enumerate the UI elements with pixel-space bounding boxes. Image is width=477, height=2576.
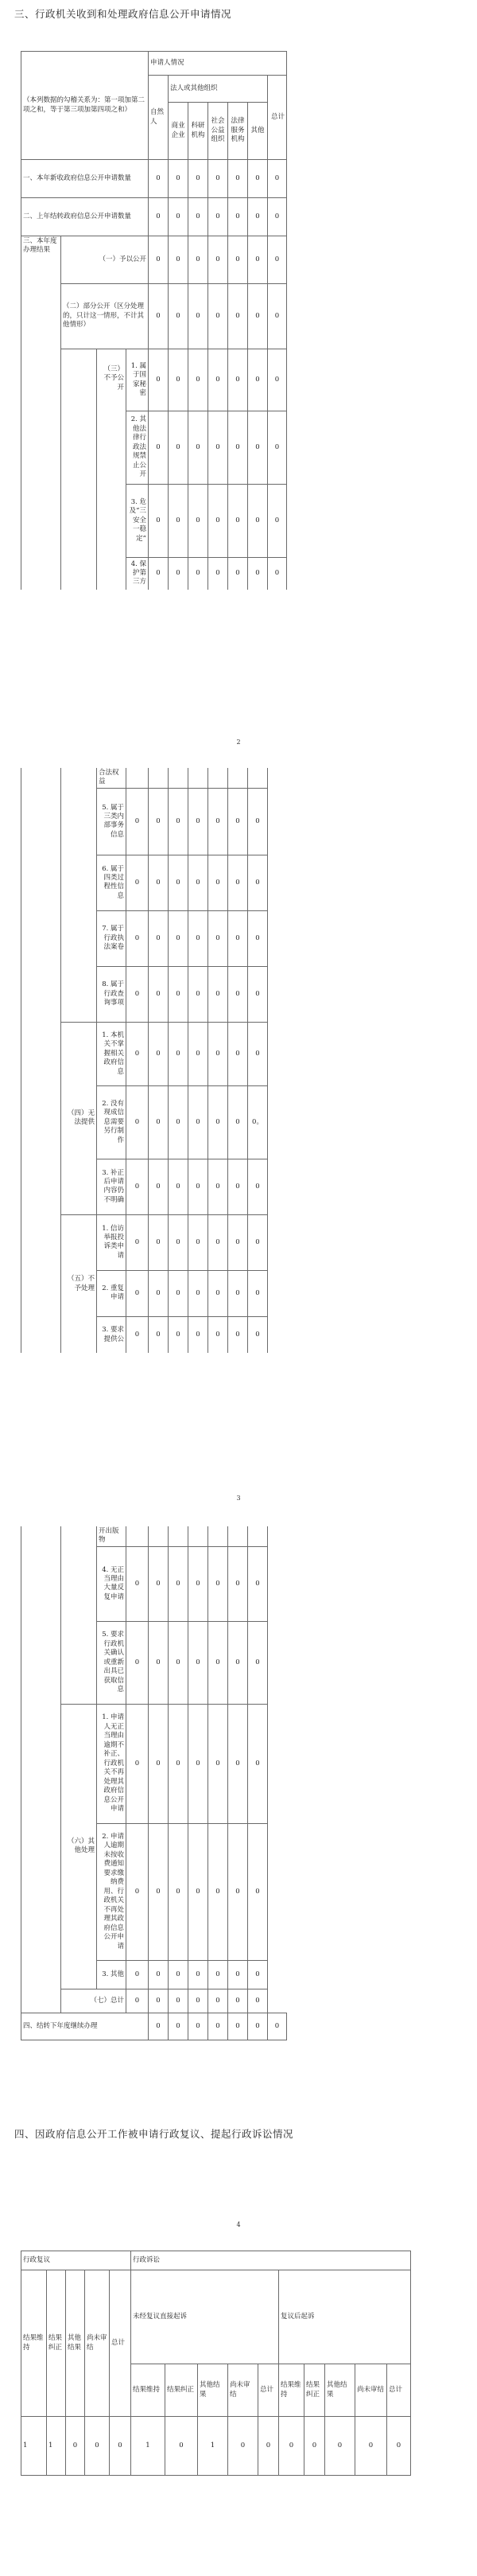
cell-value: 0 [228, 284, 248, 349]
cell-value: 0 [169, 1989, 188, 2013]
cell-value: 0 [208, 284, 228, 349]
cell-value: 0 [208, 1316, 228, 1353]
cell-value: 0 [268, 349, 287, 411]
cell-value: 0 [248, 1316, 268, 1353]
row-label: （四）无法提供 [61, 1022, 97, 1214]
cell-value: 0 [126, 1621, 149, 1704]
cell-value: 0 [188, 788, 208, 855]
cell-value [208, 1526, 228, 1546]
cell-value: 0 [188, 1022, 208, 1085]
sub-header-research: 科研机构 [188, 103, 208, 160]
cell-value: 0 [208, 1022, 228, 1085]
row-label [61, 349, 97, 590]
cell-value: 0 [188, 2013, 208, 2040]
cell-value: 0 [169, 198, 188, 236]
cell-value [188, 768, 208, 788]
col-header: 总计 [110, 2270, 131, 2417]
row-label: 4. 无正当理由大量反复申请 [97, 1546, 126, 1621]
table-row [21, 2013, 287, 2040]
cell-value: 0 [268, 411, 287, 485]
row-label: （三）不予公开 [97, 349, 126, 590]
sub-header-public-welfare: 社会公益组织 [208, 103, 228, 160]
cell-value: 0 [85, 2417, 110, 2476]
applicant-header: 申请人情况 [149, 52, 287, 76]
col-header: 尚未审结 [85, 2270, 110, 2417]
cell-value: 0 [149, 1022, 169, 1085]
cell-value: 0 [248, 1989, 268, 2013]
cell-value: 0 [248, 788, 268, 855]
cell-value [149, 1526, 169, 1546]
applications-table-part1 [21, 51, 287, 590]
cell-value: 0 [188, 1214, 208, 1270]
cell-value: 0 [208, 198, 228, 236]
cell-value: 0 [149, 1316, 169, 1353]
cell-value: 0 [228, 2013, 248, 2040]
row-label: 3. 其他 [97, 1960, 126, 1989]
cell-value: 0 [126, 1270, 149, 1316]
cell-value: 0 [228, 788, 248, 855]
cell-value: 1 [47, 2417, 66, 2476]
cell-value: 0 [228, 1989, 248, 2013]
cell-value: 0 [188, 1704, 208, 1823]
cell-value: 0 [126, 1316, 149, 1353]
cell-value: 0 [169, 910, 188, 966]
cell-value: 0 [126, 1823, 149, 1960]
cell-value: 0 [126, 1546, 149, 1621]
cell-value: 0 [248, 910, 268, 966]
cell-value: 0 [228, 1214, 248, 1270]
cell-value: 0 [188, 349, 208, 411]
cell-value: 0 [228, 485, 248, 558]
cell-value: 0 [208, 1546, 228, 1621]
no-review-header: 未经复议直接起诉 [131, 2270, 279, 2364]
cell-value: 0 [268, 198, 287, 236]
cell-value: 0 [208, 485, 228, 558]
cell-value: 0 [149, 558, 169, 590]
cell-value: 0 [228, 411, 248, 485]
cell-value: 0 [126, 1960, 149, 1989]
row-label: 2. 没有现成信息需要另行制作 [97, 1085, 126, 1159]
col-header: 其他结果 [66, 2270, 85, 2417]
cell-value: 0 [208, 1960, 228, 1989]
row-label: 7. 属于行政执法案卷 [97, 910, 126, 966]
row-label: （二）部分公开（区分处理的，只计这一情形，不计其他情形） [61, 284, 149, 349]
row-label: （六）其他处理 [61, 1704, 97, 1989]
cell-value: 0 [228, 558, 248, 590]
cell-value: 0 [188, 910, 208, 966]
cell-value: 0 [169, 1085, 188, 1159]
cell-value: 0 [169, 1823, 188, 1960]
col-header: 结果维持 [131, 2364, 165, 2417]
cell-value: 0 [228, 855, 248, 910]
review-header: 行政复议 [21, 2251, 131, 2270]
litigation-header: 行政诉讼 [131, 2251, 411, 2270]
total-header: 总计 [268, 76, 287, 160]
cell-value: 0 [149, 411, 169, 485]
cell-value: 0 [169, 411, 188, 485]
cell-value: 0 [228, 1270, 248, 1316]
cell-value: 0 [188, 1823, 208, 1960]
cell-value: 0 [126, 1085, 149, 1159]
cell-value: 0 [228, 236, 248, 284]
cell-value: 0 [169, 558, 188, 590]
cell-value: 0 [188, 1960, 208, 1989]
row-label [61, 768, 97, 1022]
cell-value: 0 [110, 2417, 131, 2476]
cell-value: 0 [248, 966, 268, 1022]
cell-value: 0 [169, 284, 188, 349]
table-row [21, 198, 287, 236]
cell-value: 0 [126, 1989, 149, 2013]
cell-value: 0 [169, 485, 188, 558]
col-header: 尚未审结 [355, 2364, 387, 2417]
cell-value: 0 [228, 198, 248, 236]
cell-value: 0 [248, 1214, 268, 1270]
cell-value [208, 768, 228, 788]
cell-value: 0 [169, 1704, 188, 1823]
cell-value: 0 [66, 2417, 85, 2476]
cell-value: 0 [169, 1621, 188, 1704]
cell-value: 0 [188, 236, 208, 284]
col-header: 尚未审结 [228, 2364, 258, 2417]
cell-value [126, 768, 149, 788]
cell-value: 0 [228, 1823, 248, 1960]
sub-header-other: 其他 [248, 103, 268, 160]
cell-value: 1 [21, 2417, 47, 2476]
cell-value: 0 [248, 1704, 268, 1823]
cell-value: 0 [268, 236, 287, 284]
cell-value: 0 [208, 558, 228, 590]
cell-value: 0 [248, 1270, 268, 1316]
cell-value: 1 [131, 2417, 165, 2476]
cell-value: 0 [169, 1159, 188, 1214]
consistency-note: （本列数据的勾稽关系为：第一项加第二项之和，等于第三项加第四项之和） [21, 52, 149, 160]
cell-value: 0 [228, 2417, 258, 2476]
review-litigation-table [21, 2251, 411, 2476]
row-label: 一、本年新收政府信息公开申请数量 [21, 160, 149, 198]
cell-value: 0 [248, 1960, 268, 1989]
cell-value [126, 1526, 149, 1546]
cell-value: 0 [208, 236, 228, 284]
row-label: 6. 属于四类过程性信息 [97, 855, 126, 910]
table-row [21, 1022, 287, 1085]
cell-value: 0 [248, 160, 268, 198]
cell-value: 0 [126, 966, 149, 1022]
cell-value: 0 [169, 349, 188, 411]
cell-value: 0 [228, 1316, 248, 1353]
cell-value: 0 [248, 1022, 268, 1085]
row-label: 3. 要求提供公 [97, 1316, 126, 1353]
cell-value: 0 [248, 558, 268, 590]
row-label: （一）予以公开 [61, 236, 149, 284]
cell-value: 0 [188, 1546, 208, 1621]
cell-value: 0 [228, 1159, 248, 1214]
col-header: 结果纠正 [304, 2364, 325, 2417]
cell-value: 0 [126, 1214, 149, 1270]
cell-value: 0 [228, 160, 248, 198]
cell-value: 0 [228, 1546, 248, 1621]
cell-value: 0 [268, 160, 287, 198]
cell-value [169, 1526, 188, 1546]
cell-value: 0 [188, 1989, 208, 2013]
row-label [61, 1526, 97, 1704]
cell-value: 0 [228, 966, 248, 1022]
cell-value: 0 [149, 1960, 169, 1989]
cell-value: 0 [169, 1214, 188, 1270]
cell-value: 0 [149, 1270, 169, 1316]
cell-value: 0 [169, 2013, 188, 2040]
cell-value: 0 [268, 284, 287, 349]
row-label: 2. 申请人逾期未按收费通知要求缴纳费用、行政机关不再处理其政府信息公开申请 [97, 1823, 126, 1960]
cell-value: 0 [149, 2013, 169, 2040]
cell-value: 0 [208, 1270, 228, 1316]
cell-value: 0。 [248, 1085, 268, 1159]
table-row [21, 1526, 287, 1546]
cell-value: 0 [149, 1085, 169, 1159]
cell-value: 0 [355, 2417, 387, 2476]
cell-value: 0 [149, 1214, 169, 1270]
cell-value [248, 768, 268, 788]
legal-entity-header: 法人或其他组织 [169, 76, 268, 103]
row-label: 8. 属于行政查询事项 [97, 966, 126, 1022]
col-header: 结果纠正 [165, 2364, 198, 2417]
cell-value: 0 [248, 198, 268, 236]
cell-value: 0 [208, 160, 228, 198]
row-label: 开出版物 [97, 1526, 126, 1546]
page-number: 4 [236, 2221, 241, 2228]
cell-value: 0 [279, 2417, 304, 2476]
cell-value: 0 [169, 1960, 188, 1989]
cell-value: 0 [126, 1022, 149, 1085]
cell-value: 0 [149, 284, 169, 349]
cell-value: 0 [228, 1960, 248, 1989]
cell-value: 0 [126, 855, 149, 910]
cell-value: 0 [169, 966, 188, 1022]
cell-value: 0 [149, 855, 169, 910]
row-label: 1. 申请人无正当理由逾期不补正、行政机关不再处理其政府信息公开申请 [97, 1704, 126, 1823]
cell-value: 0 [126, 1704, 149, 1823]
cell-value: 0 [228, 1022, 248, 1085]
cell-value: 0 [248, 2013, 268, 2040]
row-label [21, 1526, 61, 2013]
cell-value: 0 [208, 1214, 228, 1270]
natural-person-header: 自然人 [149, 76, 169, 160]
row-label: 三、本年度办理结果 [21, 236, 61, 590]
cell-value: 0 [208, 1621, 228, 1704]
cell-value: 0 [228, 1621, 248, 1704]
row-label: 1. 信访举报投诉类申请 [97, 1214, 126, 1270]
cell-value: 0 [248, 284, 268, 349]
cell-value: 0 [149, 1704, 169, 1823]
cell-value: 0 [149, 160, 169, 198]
cell-value: 0 [149, 198, 169, 236]
cell-value: 0 [188, 411, 208, 485]
cell-value: 0 [248, 1546, 268, 1621]
applications-table-part3 [21, 1526, 287, 2040]
cell-value [228, 768, 248, 788]
row-label: 四、结转下年度继续办理 [21, 2013, 149, 2040]
after-review-header: 复议后起诉 [279, 2270, 411, 2364]
cell-value: 0 [268, 2013, 287, 2040]
cell-value: 0 [188, 1621, 208, 1704]
row-label: 5. 要求行政机关确认或重新出具已获取信息 [97, 1621, 126, 1704]
cell-value: 0 [208, 788, 228, 855]
section4-title: 四、因政府信息公开工作被申请行政复议、提起行政诉讼情况 [14, 2128, 294, 2140]
cell-value: 0 [208, 1989, 228, 2013]
cell-value: 0 [149, 1546, 169, 1621]
cell-value: 1 [198, 2417, 228, 2476]
cell-value: 0 [208, 411, 228, 485]
cell-value: 0 [248, 855, 268, 910]
cell-value: 0 [208, 349, 228, 411]
row-label: 1. 本机关不掌握相关政府信息 [97, 1022, 126, 1085]
cell-value: 0 [149, 236, 169, 284]
cell-value: 0 [208, 1704, 228, 1823]
cell-value: 0 [188, 1159, 208, 1214]
cell-value: 0 [188, 558, 208, 590]
table-row [21, 284, 287, 349]
cell-value: 0 [169, 855, 188, 910]
cell-value: 0 [248, 485, 268, 558]
cell-value [188, 1526, 208, 1546]
row-label: 3. 补正后申请内容仍不明确 [97, 1159, 126, 1214]
cell-value: 0 [169, 1270, 188, 1316]
col-header: 结果维持 [279, 2364, 304, 2417]
cell-value: 0 [169, 1316, 188, 1353]
cell-value: 0 [228, 1085, 248, 1159]
cell-value: 0 [149, 1989, 169, 2013]
cell-value: 0 [268, 558, 287, 590]
section3-title: 三、行政机关收到和处理政府信息公开申请情况 [14, 8, 232, 20]
cell-value: 0 [126, 910, 149, 966]
row-label: 二、上年结转政府信息公开申请数量 [21, 198, 149, 236]
cell-value [248, 1526, 268, 1546]
cell-value: 0 [268, 485, 287, 558]
cell-value: 0 [248, 349, 268, 411]
cell-value: 0 [169, 160, 188, 198]
cell-value: 0 [248, 1159, 268, 1214]
cell-value: 0 [228, 910, 248, 966]
cell-value: 0 [208, 1159, 228, 1214]
sub-header-business: 商业企业 [169, 103, 188, 160]
cell-value: 0 [208, 1823, 228, 1960]
page-number: 2 [236, 739, 241, 746]
cell-value: 0 [149, 485, 169, 558]
cell-value: 0 [149, 910, 169, 966]
row-label [21, 768, 61, 1353]
cell-value: 0 [325, 2417, 355, 2476]
cell-value: 0 [248, 1823, 268, 1960]
table-row [21, 2417, 411, 2476]
cell-value: 0 [169, 1546, 188, 1621]
col-header: 结果维持 [21, 2270, 47, 2417]
cell-value: 0 [188, 1270, 208, 1316]
table-row [21, 1989, 287, 2013]
row-label: 4. 保护第三方 [126, 558, 149, 590]
table-row [21, 236, 287, 284]
row-label: 5. 属于三类内部事务信息 [97, 788, 126, 855]
cell-value: 0 [188, 284, 208, 349]
row-label: 1. 属于国家秘密 [126, 349, 149, 411]
cell-value: 0 [149, 1159, 169, 1214]
row-label: （七）总计 [61, 1989, 126, 2013]
cell-value: 0 [165, 2417, 198, 2476]
page-number: 3 [236, 1495, 241, 1502]
row-label: 2. 重复申请 [97, 1270, 126, 1316]
cell-value: 0 [188, 1085, 208, 1159]
cell-value: 0 [188, 485, 208, 558]
cell-value: 0 [248, 1621, 268, 1704]
table-row [21, 160, 287, 198]
col-header: 总计 [258, 2364, 279, 2417]
cell-value: 0 [248, 236, 268, 284]
cell-value: 0 [149, 1823, 169, 1960]
cell-value: 0 [126, 788, 149, 855]
table-row [21, 768, 287, 788]
cell-value: 0 [304, 2417, 325, 2476]
cell-value [149, 768, 169, 788]
col-header: 其他结果 [325, 2364, 355, 2417]
table-row [21, 1704, 287, 1823]
cell-value: 0 [149, 966, 169, 1022]
table-row [21, 349, 287, 411]
cell-value: 0 [228, 349, 248, 411]
cell-value [228, 1526, 248, 1546]
cell-value: 0 [149, 1621, 169, 1704]
cell-value: 0 [208, 2013, 228, 2040]
cell-value: 0 [228, 1704, 248, 1823]
cell-value: 0 [169, 788, 188, 855]
row-label: 3. 危及“三安全一稳定” [126, 485, 149, 558]
cell-value: 0 [188, 198, 208, 236]
cell-value: 0 [208, 855, 228, 910]
cell-value: 0 [387, 2417, 411, 2476]
cell-value: 0 [248, 411, 268, 485]
cell-value: 0 [149, 788, 169, 855]
applications-table-part2 [21, 768, 287, 1353]
cell-value: 0 [208, 1085, 228, 1159]
cell-value [169, 768, 188, 788]
cell-value: 0 [188, 1316, 208, 1353]
cell-value: 0 [208, 966, 228, 1022]
row-label: （五）不予处理 [61, 1214, 97, 1353]
row-label: 合法权益 [97, 768, 126, 788]
col-header: 结果纠正 [47, 2270, 66, 2417]
cell-value: 0 [126, 1159, 149, 1214]
col-header: 总计 [387, 2364, 411, 2417]
row-label: 2. 其他法律行政法规禁止公开 [126, 411, 149, 485]
cell-value: 0 [258, 2417, 279, 2476]
cell-value: 0 [208, 910, 228, 966]
sub-header-legal-service: 法律服务机构 [228, 103, 248, 160]
cell-value: 0 [169, 236, 188, 284]
cell-value: 0 [188, 855, 208, 910]
table-row [21, 1214, 287, 1270]
cell-value: 0 [169, 1022, 188, 1085]
cell-value: 0 [188, 160, 208, 198]
col-header: 其他结果 [198, 2364, 228, 2417]
cell-value: 0 [149, 349, 169, 411]
cell-value: 0 [188, 966, 208, 1022]
